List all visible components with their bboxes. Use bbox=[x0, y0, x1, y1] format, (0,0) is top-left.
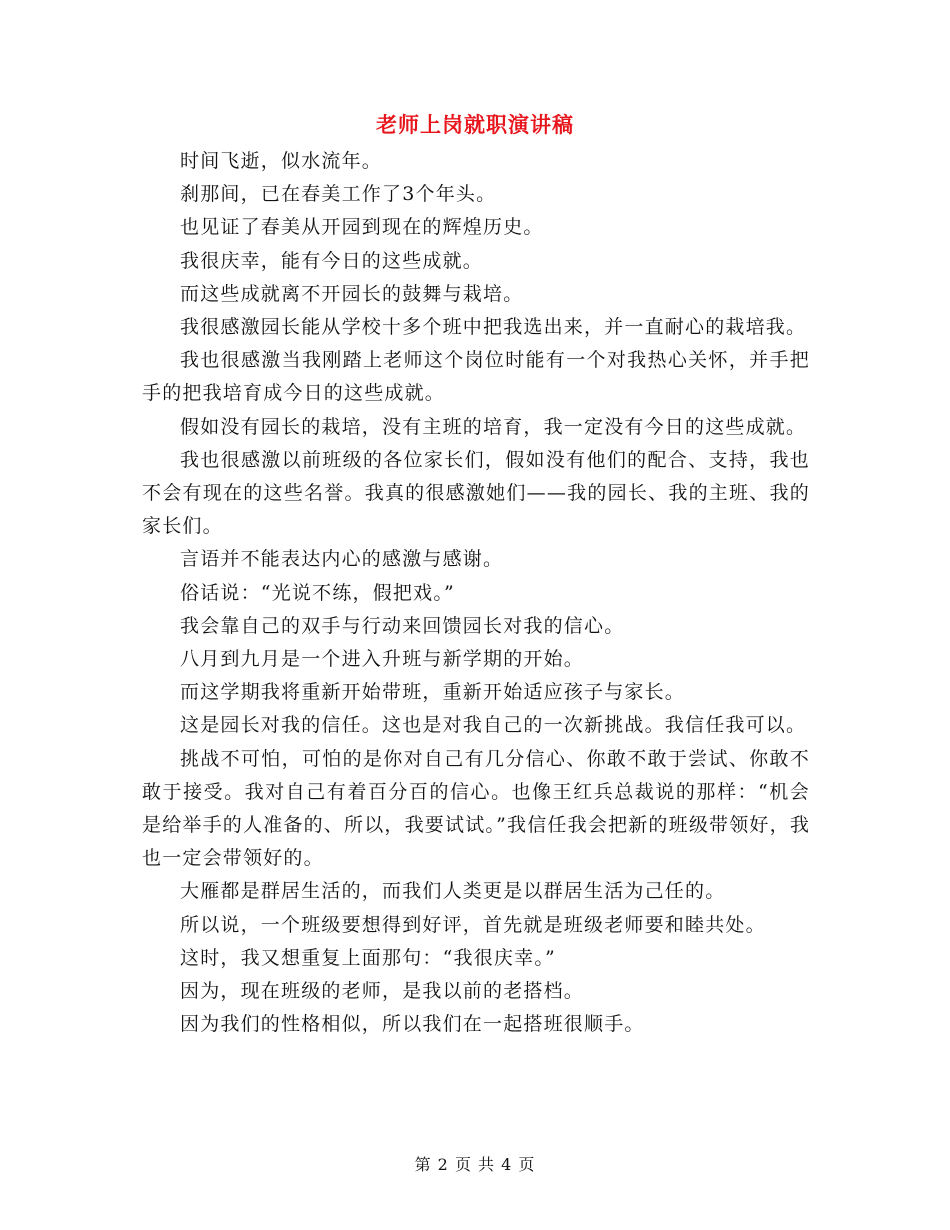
paragraph: 大雁都是群居生活的，而我们人类更是以群居生活为己任的。 bbox=[180, 880, 726, 903]
paragraph: 挑战不可怕，可怕的是你对自己有几分信心、你敢不敢于尝试、你敢不敢于接受。我对自己有着百分百的信心。也像王红兵总裁说的那样：“机会是给举手的人准备的、所以，我要试试。”我信任我会把新的班级带领好，我也一定会带领好的。 bbox=[142, 747, 811, 870]
paragraph: 因为，现在班级的老师，是我以前的老搭档。 bbox=[180, 980, 585, 1003]
paragraph: 因为我们的性格相似，所以我们在一起搭班很顺手。 bbox=[180, 1013, 645, 1036]
paragraph: 俗话说：“光说不练，假把戏。” bbox=[180, 581, 455, 604]
paragraph: 而这学期我将重新开始带班，重新开始适应孩子与家长。 bbox=[180, 681, 686, 704]
paragraph: 我很感激园长能从学校十多个班中把我选出来，并一直耐心的栽培我。 bbox=[180, 316, 807, 339]
paragraph: 所以说，一个班级要想得到好评，首先就是班级老师要和睦共处。 bbox=[180, 913, 766, 936]
document-body bbox=[142, 145, 810, 1041]
paragraph: 我很庆幸，能有今日的这些成就。 bbox=[180, 249, 484, 272]
paragraph: 八月到九月是一个进入升班与新学期的开始。 bbox=[180, 648, 585, 671]
paragraph: 我也很感激以前班级的各位家长们，假如没有他们的配合、支持，我也不会有现在的这些名誉。我真的很感激她们——我的园长、我的主班、我的家长们。 bbox=[142, 448, 810, 538]
paragraph: 时间飞逝，似水流年。 bbox=[180, 150, 383, 172]
document-title: 老师上岗就职演讲稿 bbox=[376, 112, 574, 137]
paragraph: 言语并不能表达内心的感激与感谢。 bbox=[180, 548, 504, 571]
paragraph: 假如没有园长的栽培，没有主班的培育，我一定没有今日的这些成就。 bbox=[180, 415, 807, 438]
paragraph: 这时，我又想重复上面那句：“我很庆幸。” bbox=[180, 946, 556, 969]
paragraph: 也见证了春美从开园到现在的辉煌历史。 bbox=[180, 216, 544, 239]
paragraph: 这是园长对我的信任。这也是对我自己的一次新挑战。我信任我可以。 bbox=[180, 714, 807, 737]
page-number-footer: 第 2 页 共 4 页 bbox=[414, 1155, 536, 1174]
paragraph: 我也很感激当我刚踏上老师这个岗位时能有一个对我热心关怀，并手把手的把我培育成今日的这些成就。 bbox=[142, 349, 810, 405]
paragraph: 而这些成就离不开园长的鼓舞与栽培。 bbox=[180, 282, 524, 305]
paragraph: 我会靠自己的双手与行动来回馈园长对我的信心。 bbox=[180, 614, 625, 637]
paragraph: 刹那间，已在春美工作了3个年头。 bbox=[180, 183, 497, 206]
